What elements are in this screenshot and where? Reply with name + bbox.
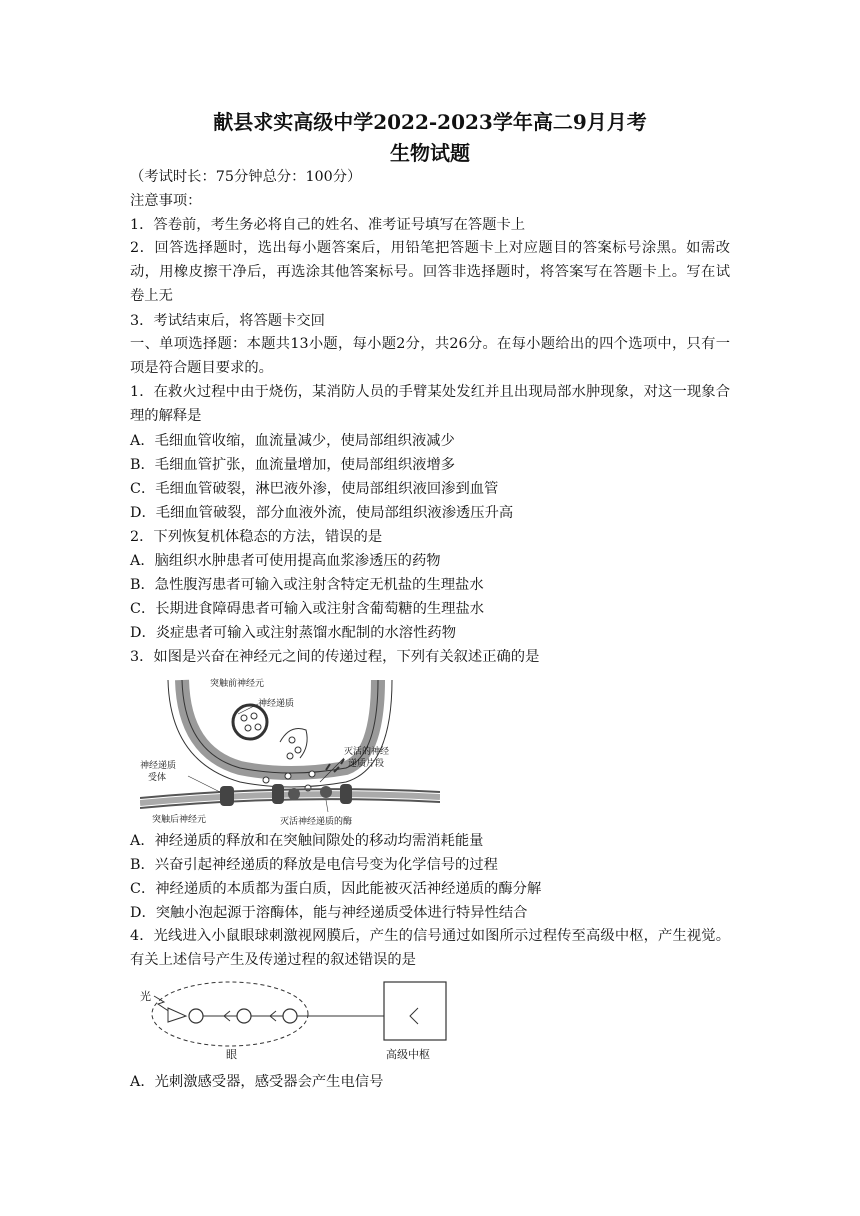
q1-option-a: A．毛细血管收缩，血流量减少，使局部组织液减少: [130, 433, 455, 449]
note-1: 1．答卷前，考生务必将自己的姓名、准考证号填写在答题卡上: [130, 217, 526, 233]
exam-subject: 生物试题: [390, 141, 470, 165]
q2-option-c: C．长期进食障碍患者可输入或注射含葡萄糖的生理盐水: [130, 601, 485, 617]
q2-option-a: A．脑组织水肿患者可使用提高血浆渗透压的药物: [130, 553, 441, 569]
q2-option-b: B．急性腹泻患者可输入或注射含特定无机盐的生理盐水: [130, 577, 484, 593]
q3-option-b: B．兴奋引起神经递质的释放是电信号变为化学信号的过程: [130, 857, 498, 873]
label-receptor-1: 神经递质: [140, 761, 177, 771]
q4-option-a: A．光刺激感受器，感受器会产生电信号: [130, 1074, 384, 1090]
label-pre-neuron: 突触前神经元: [210, 679, 265, 689]
notes-title: 注意事项：: [130, 193, 202, 209]
vision-pathway-figure: [140, 978, 460, 1064]
q3-option-a: A．神经递质的释放和在突触间隙处的移动均需消耗能量: [130, 833, 484, 849]
q2-stem: 2．下列恢复机体稳态的方法，错误的是: [130, 529, 383, 545]
q4-stem: 4．光线进入小鼠眼球刺激视网膜后，产生的信号通过如图所示过程传至高级中枢，产生视觉。有关上述信号产生及传递过程的叙述错误的是: [130, 928, 730, 968]
label-inactivated-2: 递质片段: [348, 759, 385, 769]
exam-title: 献县求实高级中学2022-2023学年高二9月月考: [213, 110, 647, 134]
label-post-neuron: 突触后神经元: [152, 815, 207, 825]
q1-stem: 1．在救火过程中由于烧伤，某消防人员的手臂某处发红并且出现局部水肿现象，对这一现象合理的解释是: [130, 384, 730, 424]
synaptic-vesicle: [233, 705, 267, 739]
label-inactivated-1: 灭活的神经: [344, 747, 390, 757]
q1-option-b: B．毛细血管扩张，血流量增加，使局部组织液增多: [130, 457, 456, 473]
label-enzyme: 灭活神经递质的酶: [280, 817, 353, 827]
label-transmitter: 神经递质: [258, 699, 295, 709]
note-3: 3．考试结束后，将答题卡交回: [130, 313, 325, 329]
label-higher-center: 高级中枢: [386, 1048, 430, 1061]
receptor-cell: [189, 1009, 203, 1023]
q2-option-d: D．炎症患者可输入或注射蒸馏水配制的水溶性药物: [130, 625, 456, 641]
label-light: 光: [140, 990, 151, 1003]
section-heading: 一、单项选择题：本题共13小题，每小题2分，共26分。在每小题给出的四个选项中，只有一项是符合题目要求的。: [130, 336, 730, 376]
q1-option-c: C．毛细血管破裂，淋巴液外渗，使局部组织液回渗到血管: [130, 481, 499, 497]
q3-option-d: D．突触小泡起源于溶酶体，能与神经递质受体进行特异性结合: [130, 905, 528, 921]
q3-stem: 3．如图是兴奋在神经元之间的传递过程，下列有关叙述正确的是: [130, 649, 540, 665]
label-receptor-2: 受体: [148, 773, 167, 783]
synapse-figure: [140, 672, 440, 830]
q1-option-d: D．毛细血管破裂，部分血液外流，使局部组织液渗透压升高: [130, 505, 514, 521]
note-2: 2．回答选择题时，选出每小题答案后，用铅笔把答题卡上对应题目的答案标号涂黑。如需改动，用橡皮擦干净后，再选涂其他答案标号。回答非选择题时，将答案写在答题卡上。写在试卷上无: [130, 240, 730, 304]
q3-option-c: C．神经递质的本质都为蛋白质，因此能被灭活神经递质的酶分解: [130, 881, 542, 897]
label-eye: 眼: [226, 1048, 237, 1061]
receptor: [220, 786, 234, 806]
exam-info: （考试时长：75分钟总分：100分）: [130, 169, 362, 185]
